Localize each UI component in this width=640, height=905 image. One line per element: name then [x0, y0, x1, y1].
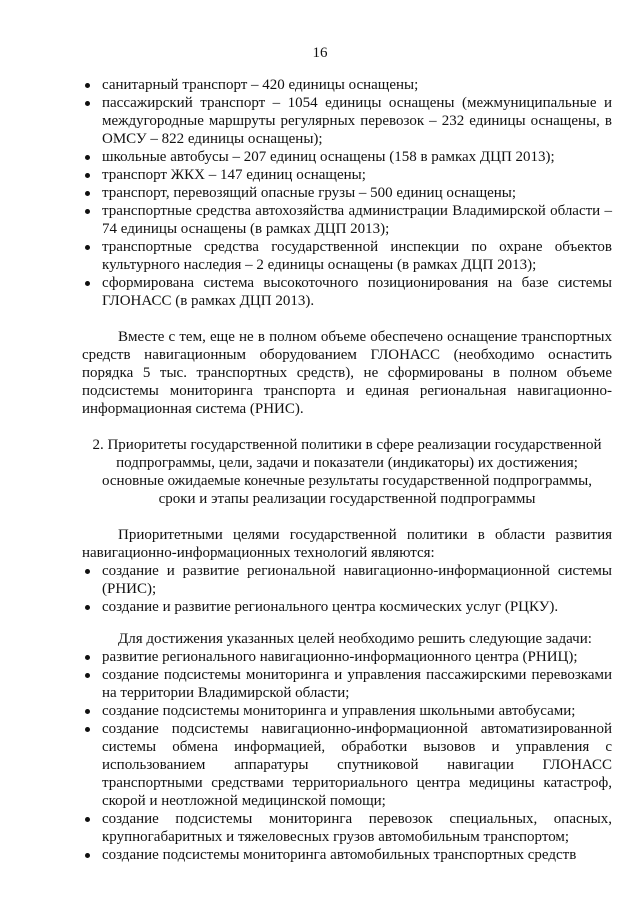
- list-item: создание подсистемы мониторинга и управления пассажирскими перевозками на территории Владимирской области;: [82, 666, 612, 702]
- paragraph-goals-intro: Приоритетными целями государственной политики в области развития навигационно-информационных технологий являются:: [82, 527, 612, 561]
- list-item: транспортные средства государственной инспекции по охране объектов культурного наследия – 2 единицы оснащены (в рамках ДЦП 2013);: [82, 238, 612, 274]
- list-item: сформирована система высокоточного позиционирования на базе системы ГЛОНАСС (в рамках ДЦП 2013).: [82, 274, 612, 310]
- list-item: школьные автобусы – 207 единиц оснащены (158 в рамках ДЦП 2013);: [82, 148, 612, 166]
- page-content: [82, 76, 612, 864]
- spacer: [82, 310, 612, 328]
- vehicle-equipment-list: [82, 76, 612, 310]
- list-item: транспорт, перевозящий опасные грузы – 500 единиц оснащены;: [82, 184, 612, 202]
- paragraph-shortcomings: Вместе с тем, еще не в полном объеме обеспечено оснащение транспортных средств навигационным оборудованием ГЛОНАСС (необходимо оснастить порядка 5 тыс. транспортных средств), не сформированы в полном объеме подсистемы мониторинга транспорта и единая региональная навигационно-информационная система (РНИС).: [82, 329, 612, 417]
- paragraph-tasks-intro: Для достижения указанных целей необходимо решить следующие задачи:: [118, 631, 592, 647]
- list-item: создание и развитие региональной навигационно-информационной системы (РНИС);: [82, 562, 612, 598]
- list-item: пассажирский транспорт – 1054 единицы оснащены (межмуниципальные и междугородные маршруты регулярных перевозок – 232 единицы оснащены, в ОМСУ – 822 единицы оснащены);: [82, 94, 612, 148]
- list-item: создание и развитие регионального центра космических услуг (РЦКУ).: [82, 598, 612, 616]
- list-item: развитие регионального навигационно-информационного центра (РНИЦ);: [82, 648, 612, 666]
- goals-list: [82, 562, 612, 616]
- spacer: [82, 418, 612, 436]
- section-title: 2. Приоритеты государственной политики в сфере реализации государственной подпрограммы, цели, задачи и показатели (индикаторы) их достижения; основные ожидаемые конечные результаты государственной подпрограммы, сроки и этапы реализации государственной подпрограммы: [92, 437, 602, 507]
- list-item: создание подсистемы навигационно-информационной автоматизированной системы обмена информацией, обработки вызовов и управления с использованием аппаратуры спутниковой навигации ГЛОНАСС транспортными средствами территориального центра медицины катастроф, скорой и неотложной медицинской помощи;: [82, 720, 612, 810]
- list-item: создание подсистемы мониторинга перевозок специальных, опасных, крупногабаритных и тяжеловесных грузов автомобильным транспортом;: [82, 810, 612, 846]
- list-item: создание подсистемы мониторинга и управления школьными автобусами;: [82, 702, 612, 720]
- list-item: санитарный транспорт – 420 единицы оснащены;: [82, 76, 612, 94]
- list-item: транспорт ЖКХ – 147 единиц оснащены;: [82, 166, 612, 184]
- list-item: транспортные средства автохозяйства администрации Владимирской области – 74 единицы оснащены (в рамках ДЦП 2013);: [82, 202, 612, 238]
- spacer: [82, 508, 612, 526]
- spacer: [82, 616, 612, 630]
- tasks-list: [82, 648, 612, 864]
- list-item: создание подсистемы мониторинга автомобильных транспортных средств: [82, 846, 612, 864]
- page-number: 16: [312, 45, 328, 61]
